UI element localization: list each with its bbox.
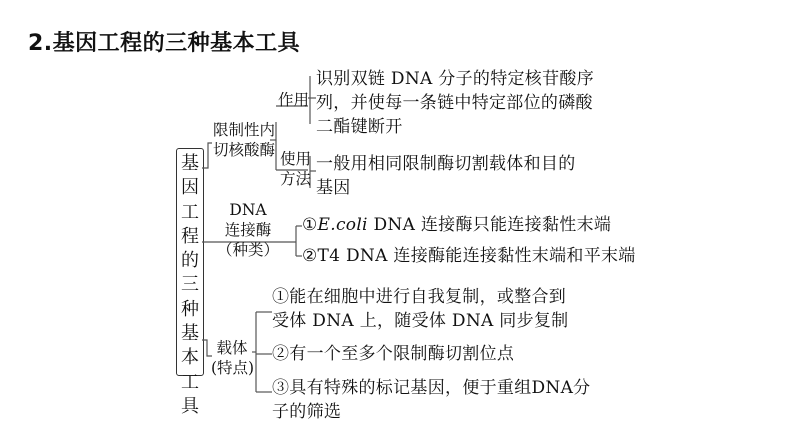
tool1-aspect2-text: 一般用相同限制酶切割载体和目的 基因	[316, 154, 576, 198]
page-title: 2.基因工程的三种基本工具	[28, 31, 301, 56]
tool2-item1: ①E.coli DNA 连接酶只能连接黏性末端	[302, 215, 612, 235]
connector-root-tool1	[202, 143, 212, 168]
tool1-label: 限制性内 切核酸酶	[213, 121, 276, 159]
tool3-label: 载体 (特点)	[211, 339, 255, 377]
tool2-item2: ②T4 DNA 连接酶能连接黏性末端和平末端	[302, 246, 636, 266]
tool3-item1: ①能在细胞中进行自我复制，或整合到 受体 DNA 上，随受体 DNA 同步复制	[272, 287, 569, 331]
tool2-label: DNA 连接酶 （种类）	[216, 201, 279, 259]
root-label: 基因工程的三种基本工具	[181, 153, 199, 417]
tool1-aspect1-label: 作用	[278, 91, 310, 109]
tool3-item3: ③具有特殊的标记基因，便于重组DNA分 子的筛选	[272, 378, 591, 422]
tool1-aspect1-text: 识别双链 DNA 分子的特定核苷酸序 列，并使每一条链中特定部位的磷酸 二酯键断开	[316, 69, 594, 137]
tool1-aspect2-label: 使用 方法	[280, 150, 312, 188]
tool3-item2: ②有一个至多个限制酶切割位点	[272, 344, 515, 364]
